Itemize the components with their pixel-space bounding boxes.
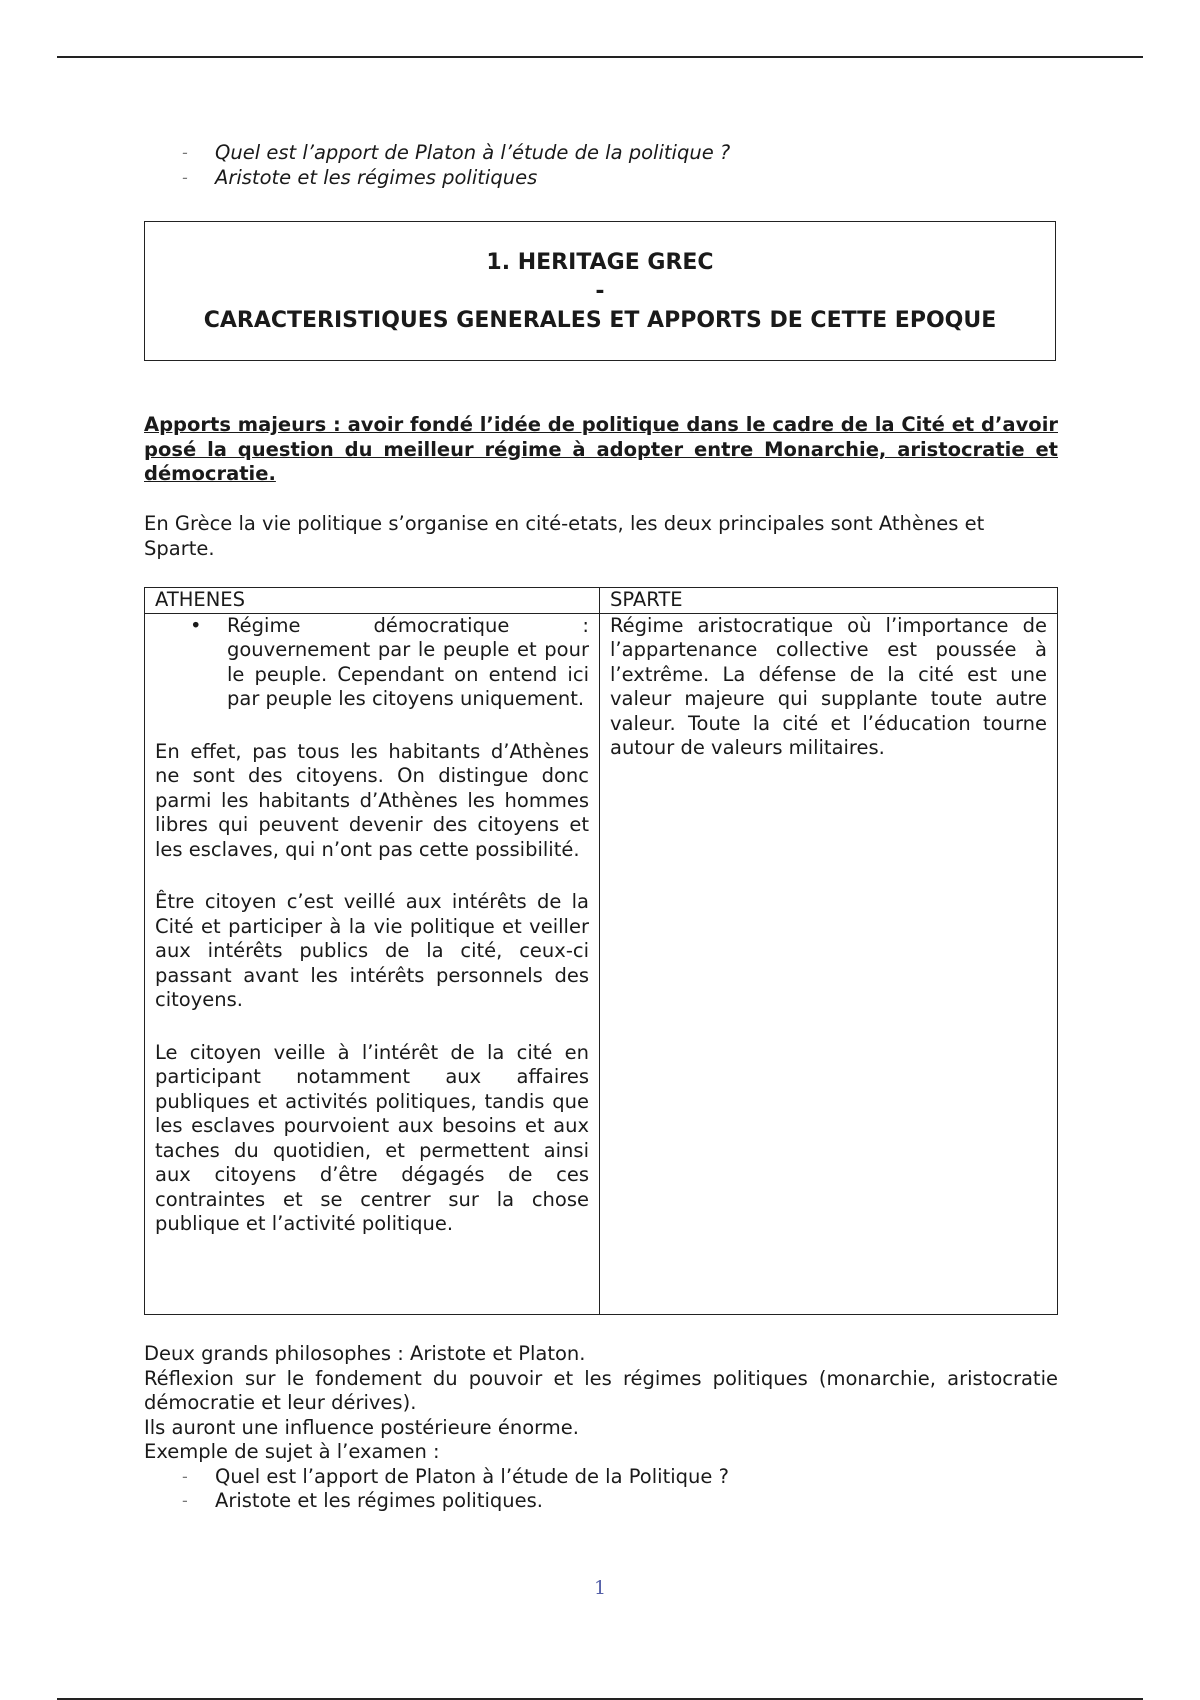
- intro-paragraph: En Grèce la vie politique s’organise en cité-etats, les deux principales sont Athènes et Sparte.: [144, 512, 985, 560]
- section-subtitle: CARACTERISTIQUES GENERALES ET APPORTS DE CETTE EPOQUE: [203, 308, 997, 333]
- athens-bullet: • Régime démocratique : gouvernement par le peuple et pour le peuple. Cependant on entend ici par peuple les citoyens uniquement.: [155, 614, 589, 712]
- sparta-paragraph: Régime aristocratique où l’importance de l’appartenance collective est poussée à l’extrême. La défense de la cité est une valeur majeure qui supplante toute autre valeur. Toute la cité et l’éducation tourne autour de valeurs militaires.: [610, 613, 1047, 759]
- intro-list: [144, 141, 1058, 190]
- closing-section: [144, 1342, 1058, 1514]
- header-rule: [57, 56, 1143, 58]
- athens-paragraph: En effet, pas tous les habitants d’Athènes ne sont des citoyens. On distingue donc parmi les habitants d’Athènes les hommes libres qui peuvent devenir des citoyens et les esclaves, qui n’ont pas cette possibilité.: [155, 739, 589, 861]
- athens-cell: [145, 613, 600, 1314]
- comparison-table: [144, 587, 1058, 1315]
- page-number: 1: [593, 1577, 607, 1599]
- intro-item: - Aristote et les régimes politiques: [144, 166, 1058, 191]
- closing-line: Deux grands philosophes : Aristote et Platon.: [144, 1342, 586, 1365]
- closing-line: Exemple de sujet à l’examen :: [144, 1440, 440, 1463]
- lead-statement: Apports majeurs : avoir fondé l’idée de politique dans le cadre de la Cité et d’avoir posé la question du meilleur régime à adopter entre Monarchie, aristocratie et démocratie.: [144, 413, 1058, 485]
- intro-item: - Quel est l’apport de Platon à l’étude de la politique ?: [144, 141, 1058, 166]
- closing-line: Réflexion sur le fondement du pouvoir et les régimes politiques (monarchie, aristocratie démocratie et leur dérives).: [144, 1366, 1058, 1414]
- exam-topic-item: - Aristote et les régimes politiques.: [144, 1489, 1058, 1514]
- table-header-sparta: SPARTE: [600, 588, 1058, 614]
- exam-topics-list: [144, 1465, 1058, 1514]
- athens-paragraph: Le citoyen veille à l’intérêt de la cité en participant notamment aux affaires publiques et activités politiques, tandis que les esclaves pourvoient aux besoins et aux taches du quotidien, et permettent ainsi aux citoyens d’être dégagés de ces contraintes et se centrer sur la chose publique et l’activité politique.: [155, 1040, 589, 1235]
- exam-topic-item: - Quel est l’apport de Platon à l’étude de la Politique ?: [144, 1465, 1058, 1490]
- athens-paragraph: Être citoyen c’est veillé aux intérêts de la Cité et participer à la vie politique et veiller aux intérêts publics de la cité, ceux-ci passant avant les intérêts personnels des citoyens.: [155, 890, 589, 1011]
- table-header-athens: ATHENES: [145, 588, 600, 614]
- sparta-cell: [600, 613, 1058, 1314]
- section-title: 1. HERITAGE GREC: [486, 250, 714, 275]
- section-title-box: [144, 221, 1056, 361]
- section-title-separator: -: [595, 279, 605, 304]
- closing-line: Ils auront une influence postérieure énorme.: [144, 1415, 579, 1439]
